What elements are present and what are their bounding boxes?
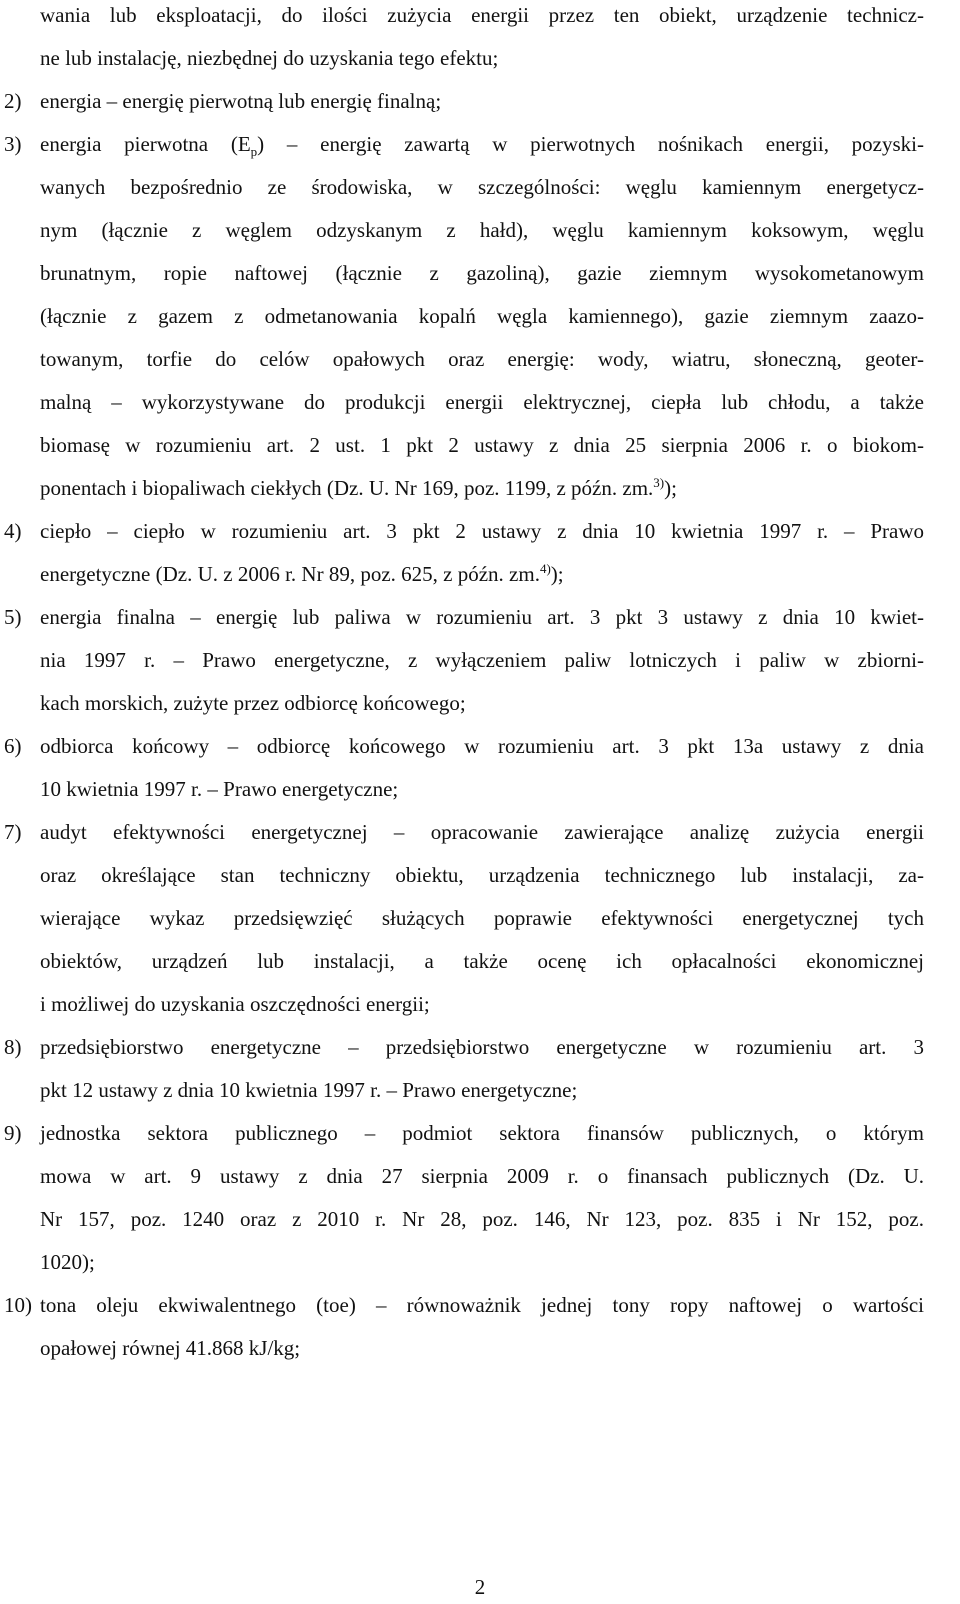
- list-item-line: tona oleju ekwiwalentnego (toe) – równoważnik jednej tony ropy naftowej o wartości: [40, 1293, 924, 1317]
- list-item-line: malną – wykorzystywane do produkcji energii elektrycznej, ciepła lub chłodu, a także: [40, 390, 924, 414]
- list-item-line: nia 1997 r. – Prawo energetyczne, z wyłączeniem paliw lotniczych i paliw w zbiorni-: [40, 648, 924, 672]
- item-number: 9): [4, 1121, 22, 1145]
- list-item-line: odbiorca końcowy – odbiorcę końcowego w rozumieniu art. 3 pkt 13a ustawy z dnia: [40, 734, 924, 758]
- list-item-line: pkt 12 ustawy z dnia 10 kwietnia 1997 r. – Prawo energetyczne;: [40, 1078, 578, 1102]
- item-number: 6): [4, 734, 22, 758]
- text-segment: energia pierwotna (E: [40, 132, 251, 156]
- item-number: 7): [4, 820, 22, 844]
- item-number: 4): [4, 519, 22, 543]
- item-number: 8): [4, 1035, 22, 1059]
- text-segment: ) – energię zawartą w pierwotnych nośnikach energii, pozyski-: [257, 132, 924, 156]
- text-segment: energetyczne (Dz. U. z 2006 r. Nr 89, poz. 625, z późn. zm.: [40, 562, 540, 586]
- list-item-line: 10 kwietnia 1997 r. – Prawo energetyczne;: [40, 777, 399, 801]
- list-item-line: Nr 157, poz. 1240 oraz z 2010 r. Nr 28, poz. 146, Nr 123, poz. 835 i Nr 152, poz.: [40, 1207, 924, 1231]
- item-number: 5): [4, 605, 22, 629]
- footnote-ref: 4): [539, 561, 551, 576]
- list-item-line: ciepło – ciepło w rozumieniu art. 3 pkt 2 ustawy z dnia 10 kwietnia 1997 r. – Prawo: [40, 519, 924, 543]
- text-segment: );: [664, 476, 677, 500]
- list-item-line: towanym, torfie do celów opałowych oraz energię: wody, wiatru, słoneczną, geoter-: [40, 347, 924, 371]
- list-item-line: obiektów, urządzeń lub instalacji, a także ocenę ich opłacalności ekonomicznej: [40, 949, 924, 973]
- list-item-line: opałowej równej 41.868 kJ/kg;: [40, 1336, 301, 1360]
- text-segment: );: [550, 562, 564, 586]
- page-number: 2: [474, 1575, 486, 1599]
- list-item-line: audyt efektywności energetycznej – opracowanie zawierające analizę zużycia energii: [40, 820, 924, 844]
- list-item-line: energia finalna – energię lub paliwa w rozumieniu art. 3 pkt 3 ustawy z dnia 10 kwiet-: [40, 605, 924, 629]
- text-segment: ponentach i biopaliwach ciekłych (Dz. U. Nr 169, poz. 1199, z późn. zm.: [40, 476, 654, 500]
- item-number: 10): [4, 1293, 32, 1317]
- list-item-line: jednostka sektora publicznego – podmiot sektora finansów publicznych, o którym: [40, 1121, 924, 1145]
- continuation-line: wania lub eksploatacji, do ilości zużycia energii przez ten obiekt, urządzenie technicz-: [40, 3, 924, 27]
- list-item-line: brunatnym, ropie naftowej (łącznie z gazoliną), gazie ziemnym wysokometanowym: [40, 261, 924, 285]
- list-item-line: i możliwej do uzyskania oszczędności energii;: [40, 992, 430, 1016]
- list-item-line: [40, 476, 677, 500]
- list-item-line: [40, 132, 924, 160]
- list-item-line: 1020);: [40, 1250, 95, 1274]
- list-item-line: przedsiębiorstwo energetyczne – przedsiębiorstwo energetyczne w rozumieniu art. 3: [40, 1035, 924, 1059]
- list-item-line: mowa w art. 9 ustawy z dnia 27 sierpnia 2009 r. o finansach publicznych (Dz. U.: [40, 1164, 924, 1188]
- footnote-ref: 3): [653, 475, 665, 490]
- list-item-line: nym (łącznie z węglem odzyskanym z hałd), węglu kamiennym koksowym, węglu: [40, 218, 924, 242]
- list-item-line: oraz określające stan techniczny obiektu, urządzenia technicznego lub instalacji, za-: [40, 863, 924, 887]
- list-item-line: [40, 562, 564, 586]
- list-item-line: kach morskich, zużyte przez odbiorcę końcowego;: [40, 691, 466, 715]
- list-item-line: wanych bezpośrednio ze środowiska, w szczególności: węglu kamiennym energetycz-: [40, 175, 924, 199]
- item-number: 2): [4, 89, 22, 113]
- list-item-line: energia – energię pierwotną lub energię finalną;: [40, 89, 442, 113]
- subscript: p: [250, 144, 258, 160]
- list-item-line: (łącznie z gazem z odmetanowania kopalń węgla kamiennego), gazie ziemnym zaazo-: [40, 304, 924, 328]
- continuation-line: ne lub instalację, niezbędnej do uzyskania tego efektu;: [40, 46, 499, 70]
- list-item-line: wierające wykaz przedsięwzięć służących poprawie efektywności energetycznej tych: [40, 906, 924, 930]
- item-number: 3): [4, 132, 22, 156]
- list-item-line: biomasę w rozumieniu art. 2 ust. 1 pkt 2 ustawy z dnia 25 sierpnia 2006 r. o biokom-: [40, 433, 924, 457]
